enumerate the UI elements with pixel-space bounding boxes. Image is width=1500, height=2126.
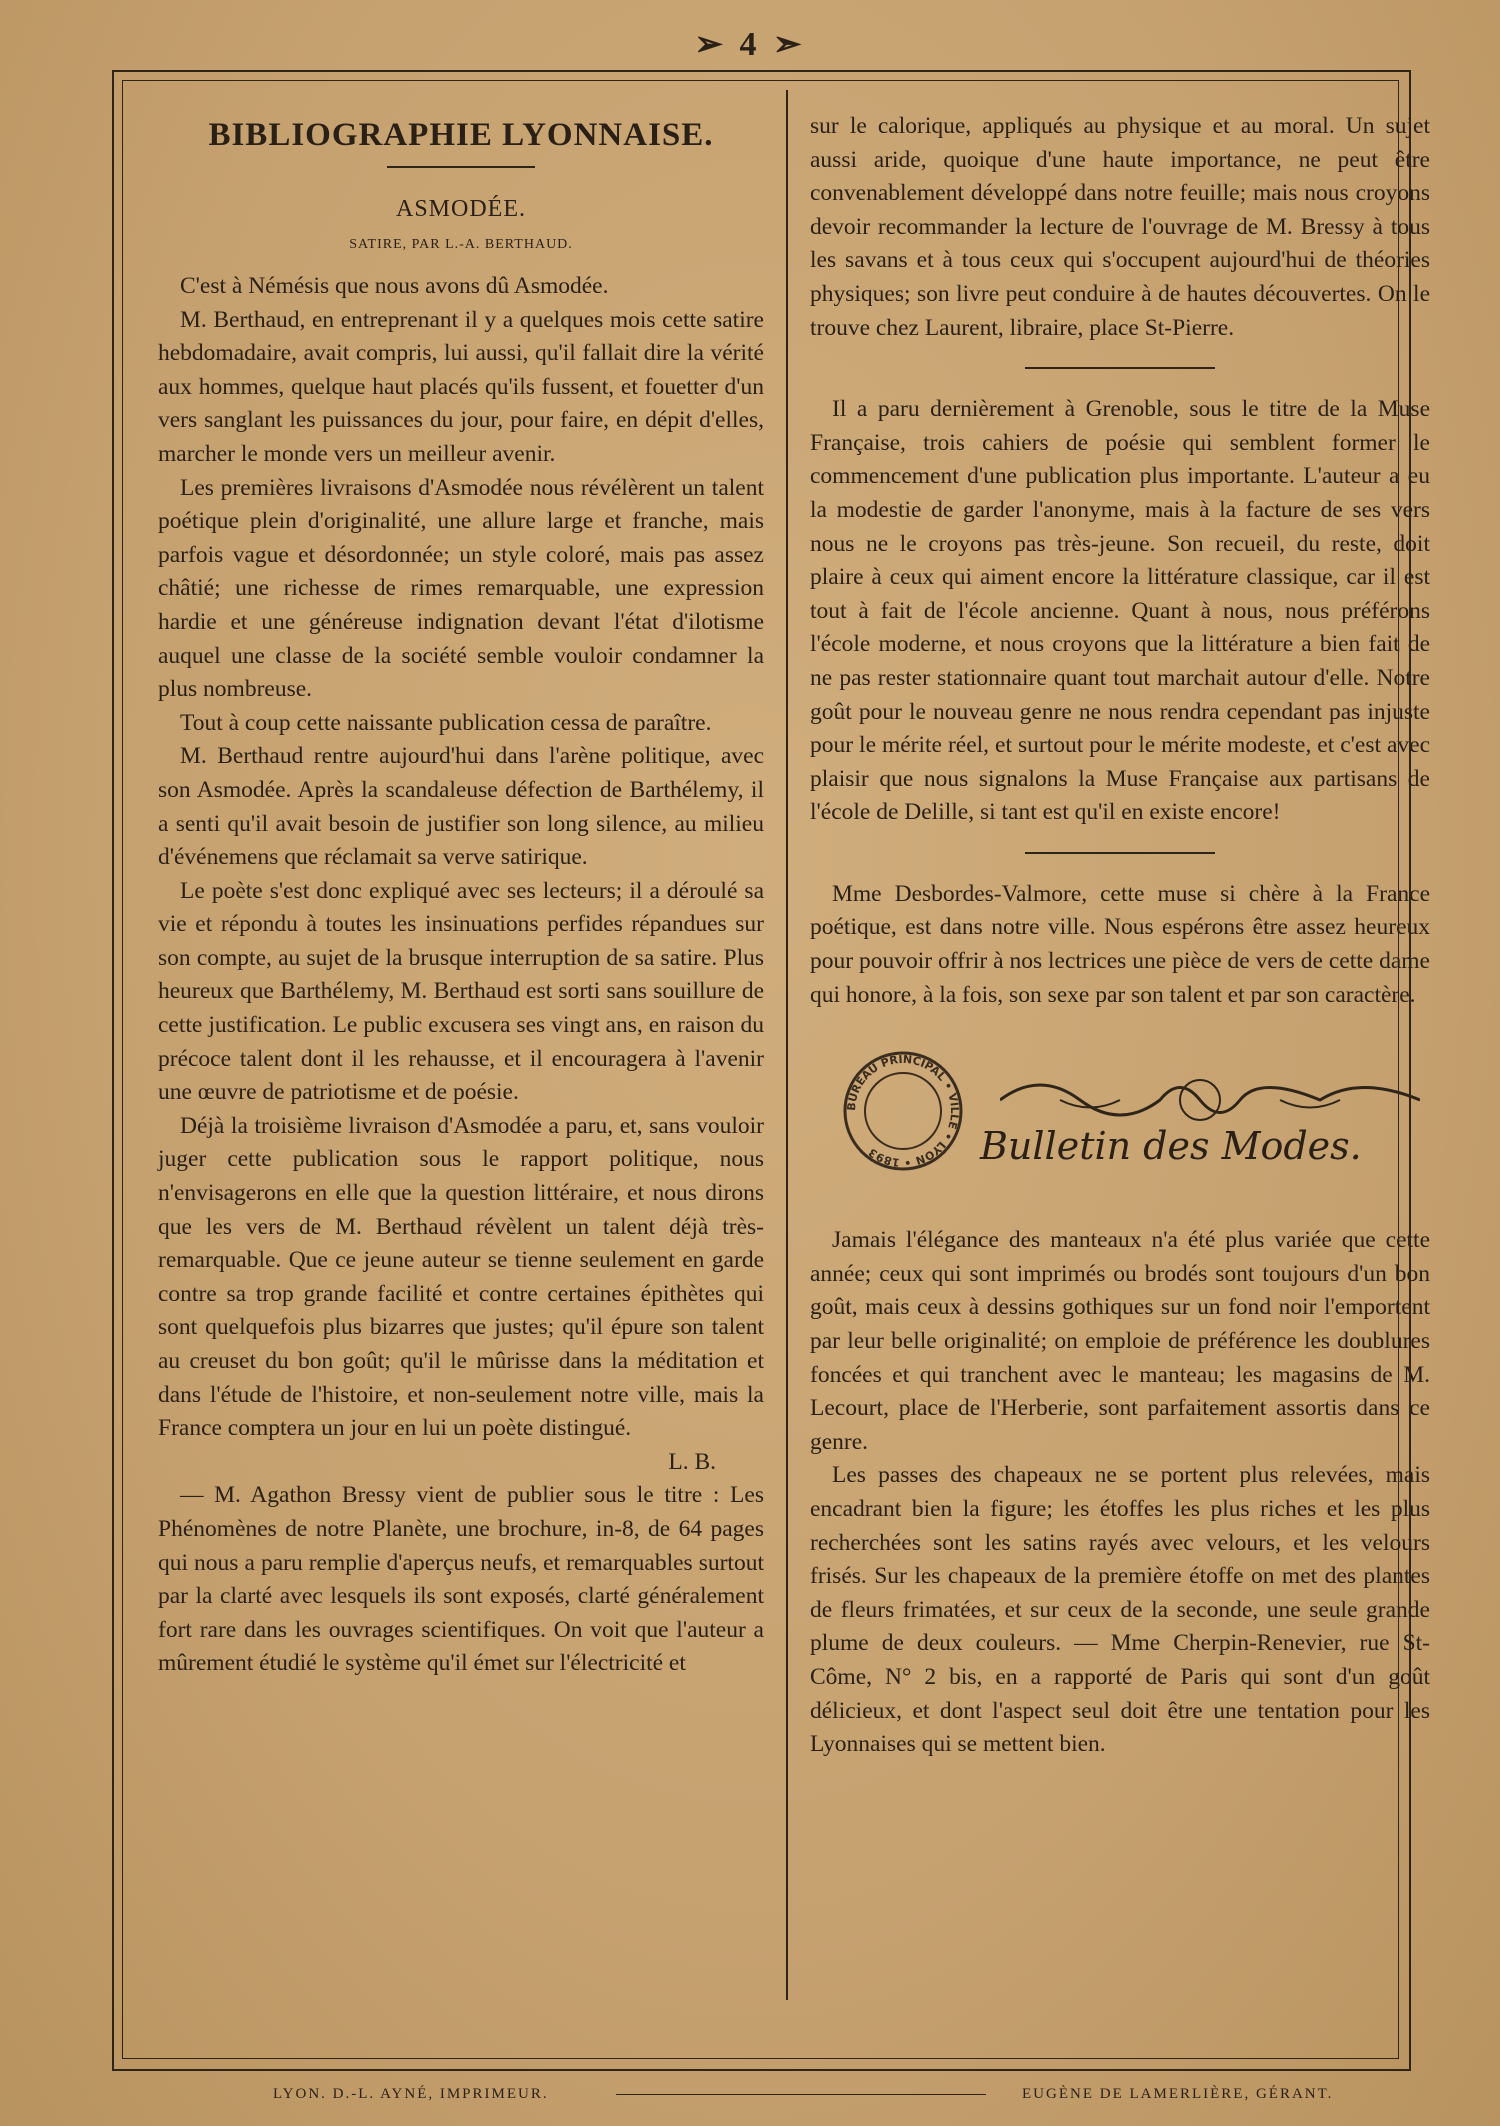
modes-header (810, 1038, 1430, 1216)
right-column (810, 110, 1430, 1762)
title-rule (387, 166, 535, 168)
section-title: BIBLIOGRAPHIE LYONNAISE. (208, 117, 714, 153)
paragraph: Les premières livraisons d'Asmodée nous révélèrent un talent poétique plein d'originalité, une allure large et franche, mais parfois vague et désordonnée; un style coloré, mais pas assez châtié; une richesse de rimes remarquable, une expression hardie et une généreuse indignation devant l'état d'ilotisme auquel une classe de la société semble vouloir condamner la plus nombreuse. (158, 474, 764, 703)
paragraph: Déjà la troisième livraison d'Asmodée a paru, et, sans vouloir juger cette publication sous le rapport politique, nous n'envisagerons en elle que la question littéraire, et nous dirons que les vers de M. Berthaud révèlent un talent déjà très-remarquable. Que ce jeune auteur se tienne seulement en garde contre sa trop grande facilité et contre certaines épithètes qui sont quelquefois plus bizarres que justes; qu'il épure son talent au creuset du bon goût; qu'il le mûrisse dans la méditation et dans l'étude de l'histoire, et non-seulement notre ville, mais la France comptera un jour en lui un poète distingué. (158, 1112, 764, 1442)
section-rule (1025, 852, 1215, 854)
modes-title: Bulletin des Modes. (980, 1124, 1362, 1169)
footer-rule (616, 2094, 986, 2095)
article-signature: L. B. (668, 1448, 716, 1475)
paragraph: M. Berthaud rentre aujourd'hui dans l'arène politique, avec son Asmodée. Après la scandaleuse défection de Barthélemy, il a senti qu'il avait besoin de justifier son long silence, au milieu d'événemens que réclamait sa verve satirique. (158, 743, 764, 871)
paragraph: Tout à coup cette naissante publication cessa de paraître. (180, 709, 712, 736)
article-byline: SATIRE, PAR L.-A. BERTHAUD. (349, 237, 573, 252)
paragraph: Mme Desbordes-Valmore, cette muse si chère à la France poétique, est dans notre ville. Nous espérons être assez heureux pour pouvoir offrir à nos lectrices une pièce de vers de cette dame qui honore, à la fois, son sexe par son talent et par son caractère. (810, 880, 1430, 1008)
section-rule (1025, 367, 1215, 369)
paragraph: M. Berthaud, en entreprenant il y a quelques mois cette satire hebdomadaire, avait compris, lui aussi, qu'il fallait dire la vérité aux hommes, quelque haut placés qu'ils fussent, et fouetter d'un vers sanglant les puissances du jour, pour faire, en dépit d'elles, marcher le monde vers un meilleur avenir. (158, 306, 764, 467)
paragraph: Le poète s'est donc expliqué avec ses lecteurs; il a déroulé sa vie et répondu à toutes les insinuations perfides répandues sur son compte, au sujet de la brusque interruption de sa satire. Plus heureux que Barthélemy, M. Berthaud est sorti sans souillure de cette justification. Le public excusera ses vingt ans, en raison du précoce talent dont il les rehausse, et il encouragera à l'avenir une œuvre de patriotisme et de poésie. (158, 877, 764, 1106)
paragraph: Les passes des chapeaux ne se portent plus relevées, mais encadrant bien la figure; les étoffes les plus riches et les plus recherchées sont les satins rayés avec velours, et les velours frisés. Sur les chapeaux de la première étoffe on met des plantes de fleurs frimatées, et sur ceux de la seconde, une seule grande plume de deux couleurs. — Mme Cherpin-Renevier, rue St-Côme, N° 2 bis, en a rapporté de Paris qui sont d'un goût délicieux, et dont l'aspect seul doit être une tentation pour les Lyonnaises qui se mettent bien. (810, 1462, 1430, 1758)
article-title: ASMODÉE. (395, 196, 526, 222)
manager-credit: EUGÈNE DE LAMERLIÈRE, GÉRANT. (1022, 2086, 1334, 2102)
column-divider (786, 90, 788, 2000)
printer-credit: LYON. D.-L. AYNÉ, IMPRIMEUR. (273, 2086, 549, 2102)
svg-text:BUREAU PRINCIPAL • VILLE • LYO: BUREAU PRINCIPAL • VILLE • LYON • 1893 (844, 1053, 962, 1170)
page-number: ➢ 4 ➣ (694, 26, 806, 63)
paragraph: sur le calorique, appliqués au physique et au moral. Un sujet aussi aride, quoique d'une haute importance, ne peut être convenablement développé dans notre feuille; mais nous croyons devoir recommander la lecture de l'ouvrage de M. Bressy à tous les savans et à tous ceux qui s'occupent aujourd'hui de théories physiques; son livre peut conduire à de hautes découvertes. On le trouve chez Laurent, libraire, place St-Pierre. (810, 113, 1430, 341)
paragraph: — M. Agathon Bressy vient de publier sous le titre : Les Phénomènes de notre Planète, une brochure, in-8, de 64 pages qui nous a paru remplie d'aperçus neufs, et remarquables surtout par la clarté avec lesquels ils sont exposés, clarté généralement fort rare dans les ouvrages scientifiques. On voit que l'auteur a mûrement étudié le système qu'il émet sur l'électricité et (158, 1482, 764, 1677)
library-stamp-icon (838, 1046, 968, 1176)
paragraph: C'est à Némésis que nous avons dû Asmodée. (180, 273, 609, 299)
paragraph: Jamais l'élégance des manteaux n'a été plus variée que cette année; ceux qui sont imprimés ou brodés sont toujours d'un bon goût, mais ceux à dessins gothiques sur un fond noir l'emportent par leur belle originalité; on emploie de préférence les doublures foncées et qui tranchent avec le manteau; les magasins de M. Lecourt, place de l'Herberie, sont parfaitement assortis dans ce genre. (810, 1227, 1430, 1455)
left-column (158, 112, 764, 1681)
paragraph: Il a paru dernièrement à Grenoble, sous le titre de la Muse Française, trois cahiers de poésie qui semblent former le commencement d'une publication plus importante. L'auteur a eu la modestie de garder l'anonyme, mais à la facture de ses vers nous ne le croyons pas très-jeune. Son recueil, du reste, doit plaire à ceux qui aiment encore la littérature classique, car il est tout à fait de l'école ancienne. Quant à nous, nous préférons l'école moderne, et nous croyons que la littérature a bien fait de ne pas rester stationnaire quant tout marchait autour d'elle. Notre goût pour le nouveau genre ne nous rendra cependant pas injuste pour le mérite réel, et surtout pour le mérite modeste, et c'est avec plaisir que nous signalons la Muse Française aux partisans de l'école de Delille, si tant est qu'il en existe encore! (810, 396, 1430, 826)
